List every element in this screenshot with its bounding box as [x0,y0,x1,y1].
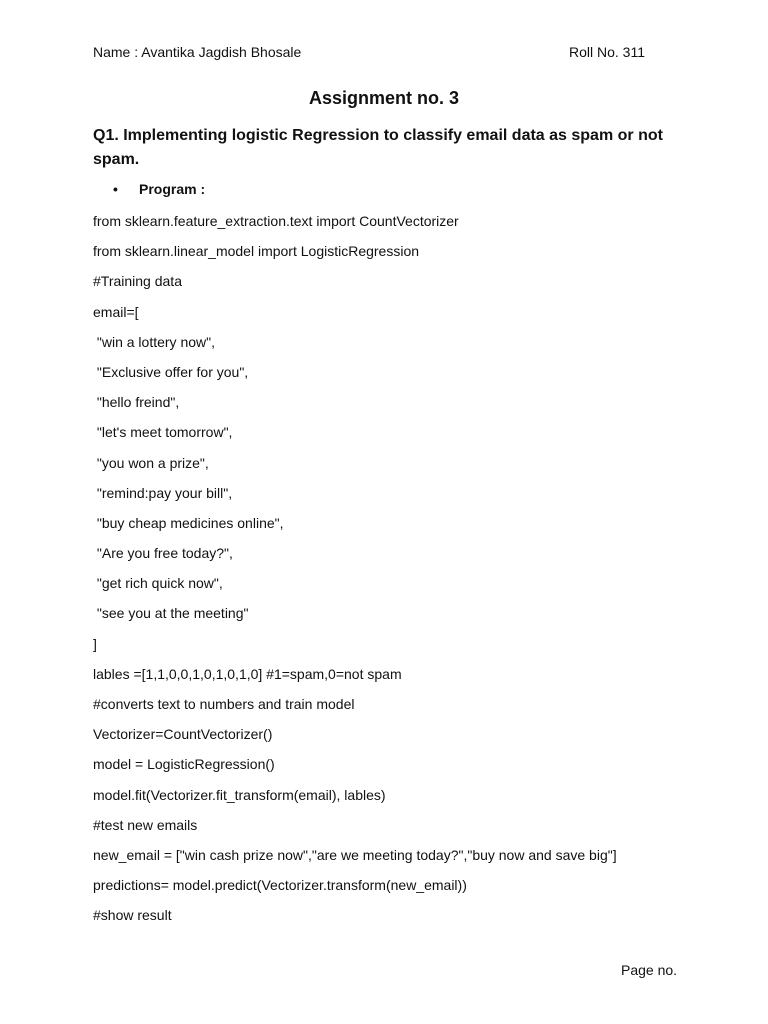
code-block [93,211,713,936]
code-line: "see you at the meeting" [93,605,249,622]
code-line: "win a lottery now", [93,333,215,350]
code-line: Vectorizer=CountVectorizer() [93,726,273,743]
code-line: email=[ [93,303,139,320]
code-line: predictions= model.predict(Vectorizer.transform(new_email)) [93,877,467,894]
code-line: "remind:pay your bill", [93,484,233,501]
code-line: from sklearn.linear_model import LogisticRegression [93,243,420,260]
code-line: new_email = ["win cash prize now","are we meeting today?","buy now and save big"] [93,846,617,863]
page-number-label: Page no. [621,962,678,978]
code-line: model = LogisticRegression() [93,756,275,773]
program-bullet [113,181,205,197]
code-line: #test new emails [93,816,198,833]
code-line: "get rich quick now", [93,575,223,592]
code-line: "Are you free today?", [93,545,233,562]
bullet-icon: • [113,181,118,197]
code-line: #show result [93,907,172,924]
roll-number: Roll No. 311 [569,44,646,60]
code-line: ] [93,635,97,652]
code-line: "let's meet tomorrow", [93,424,233,441]
code-line: "hello freind", [93,394,180,411]
code-line: "buy cheap medicines online", [93,514,284,531]
student-name: Name : Avantika Jagdish Bhosale [93,44,302,60]
code-line: "you won a prize", [93,454,209,471]
assignment-title: Assignment no. 3 [308,88,460,108]
code-line: "Exclusive offer for you", [93,363,249,380]
code-line: #Training data [93,273,182,290]
code-line: from sklearn.feature_extraction.text import CountVectorizer [93,213,459,229]
code-line: #converts text to numbers and train model [93,696,355,712]
program-label: Program : [139,181,206,197]
code-line: model.fit(Vectorizer.fit_transform(email), lables) [93,786,386,803]
question-heading: Q1. Implementing logistic Regression to classify email data as spam or not spam. [93,127,663,168]
code-line: lables =[1,1,0,0,1,0,1,0,1,0] #1=spam,0=not spam [93,665,402,682]
